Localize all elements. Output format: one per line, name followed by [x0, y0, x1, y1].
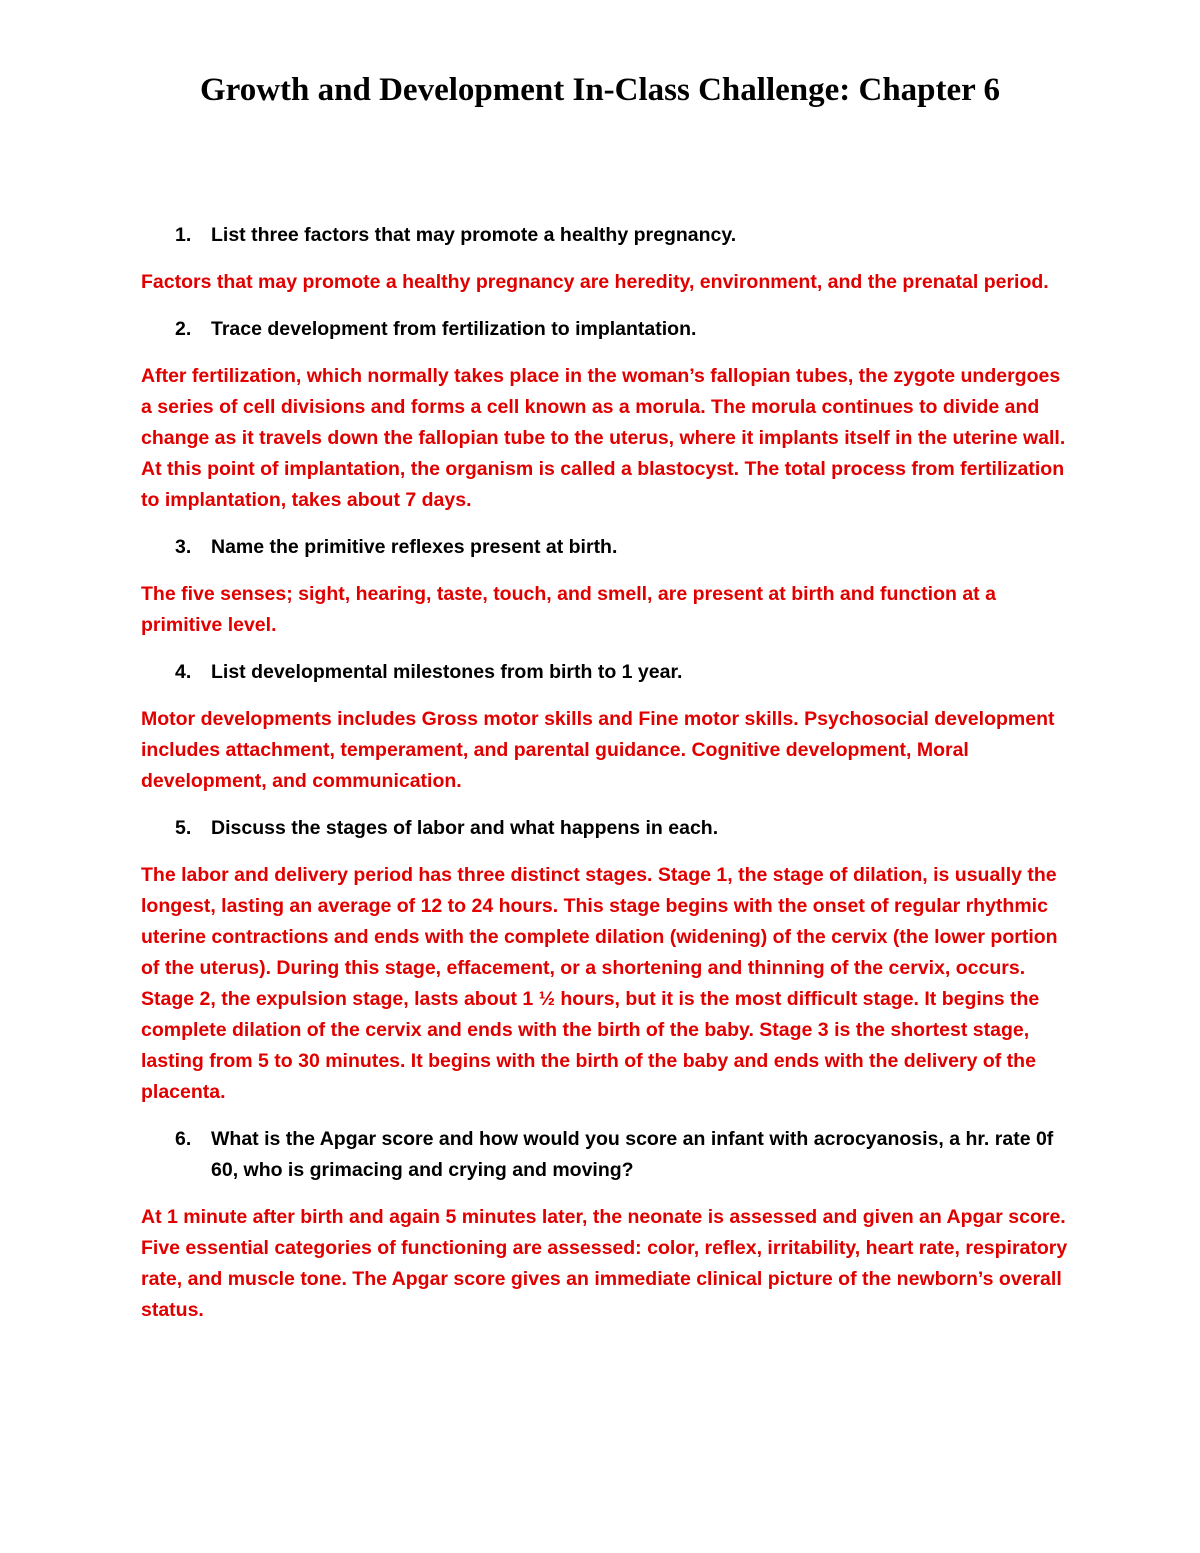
question-number: 6. — [175, 1128, 192, 1150]
question-1 — [141, 220, 1071, 251]
question-number: 5. — [175, 817, 192, 839]
question-text: Trace development from fertilization to implantation. — [211, 318, 697, 340]
question-text: Discuss the stages of labor and what happens in each. — [211, 817, 719, 839]
question-number: 3. — [175, 536, 192, 558]
question-5 — [141, 813, 1071, 844]
question-4 — [141, 657, 1071, 688]
answer-4: Motor developments includes Gross motor skills and Fine motor skills. Psychosocial development includes attachment, temperament, and parental guidance. Cognitive development, Moral development, and communication. — [141, 708, 1055, 792]
page-title: Growth and Development In-Class Challenge: Chapter 6 — [200, 72, 1000, 108]
answer-5: The labor and delivery period has three distinct stages. Stage 1, the stage of dilation, is usually the longest, lasting an average of 12 to 24 hours. This stage begins with the onset of regular rhythmic uterine contractions and ends with the complete dilation (widening) of the cervix (the lower portion of the uterus). During this stage, effacement, or a shortening and thinning of the cervix, occurs. Stage 2, the expulsion stage, lasts about 1 ½ hours, but it is the most difficult stage. It begins the complete dilation of the cervix and ends with the birth of the baby. Stage 3 is the shortest stage, lasting from 5 to 30 minutes. It begins with the birth of the baby and ends with the delivery of the placenta. — [141, 864, 1058, 1103]
question-text: List three factors that may promote a healthy pregnancy. — [211, 224, 737, 246]
answer-6: At 1 minute after birth and again 5 minutes later, the neonate is assessed and given an Apgar score. Five essential categories of functioning are assessed: color, reflex, irritability, heart rate, respiratory rate, and muscle tone. The Apgar score gives an immediate clinical picture of the newborn’s overall status. — [141, 1206, 1068, 1321]
question-text: List developmental milestones from birth to 1 year. — [211, 661, 683, 683]
question-2 — [141, 314, 1071, 345]
question-number: 1. — [175, 224, 192, 246]
question-list — [141, 220, 1071, 1342]
question-6 — [141, 1124, 1071, 1186]
question-text: What is the Apgar score and how would you score an infant with acrocyanosis, a hr. rate 0f 60, who is grimacing and crying and moving? — [211, 1128, 1054, 1181]
answer-3: The five senses; sight, hearing, taste, touch, and smell, are present at birth and function at a primitive level. — [141, 583, 996, 636]
question-3 — [141, 532, 1071, 563]
answer-1: Factors that may promote a healthy pregnancy are heredity, environment, and the prenatal period. — [141, 271, 1049, 293]
question-number: 4. — [175, 661, 192, 683]
question-text: Name the primitive reflexes present at birth. — [211, 536, 618, 558]
answer-2: After fertilization, which normally takes place in the woman’s fallopian tubes, the zygote undergoes a series of cell divisions and forms a cell known as a morula. The morula continues to divide and change as it travels down the fallopian tube to the uterus, where it implants itself in the uterine wall. At this point of implantation, the organism is called a blastocyst. The total process from fertilization to implantation, takes about 7 days. — [141, 365, 1066, 511]
question-number: 2. — [175, 318, 192, 340]
